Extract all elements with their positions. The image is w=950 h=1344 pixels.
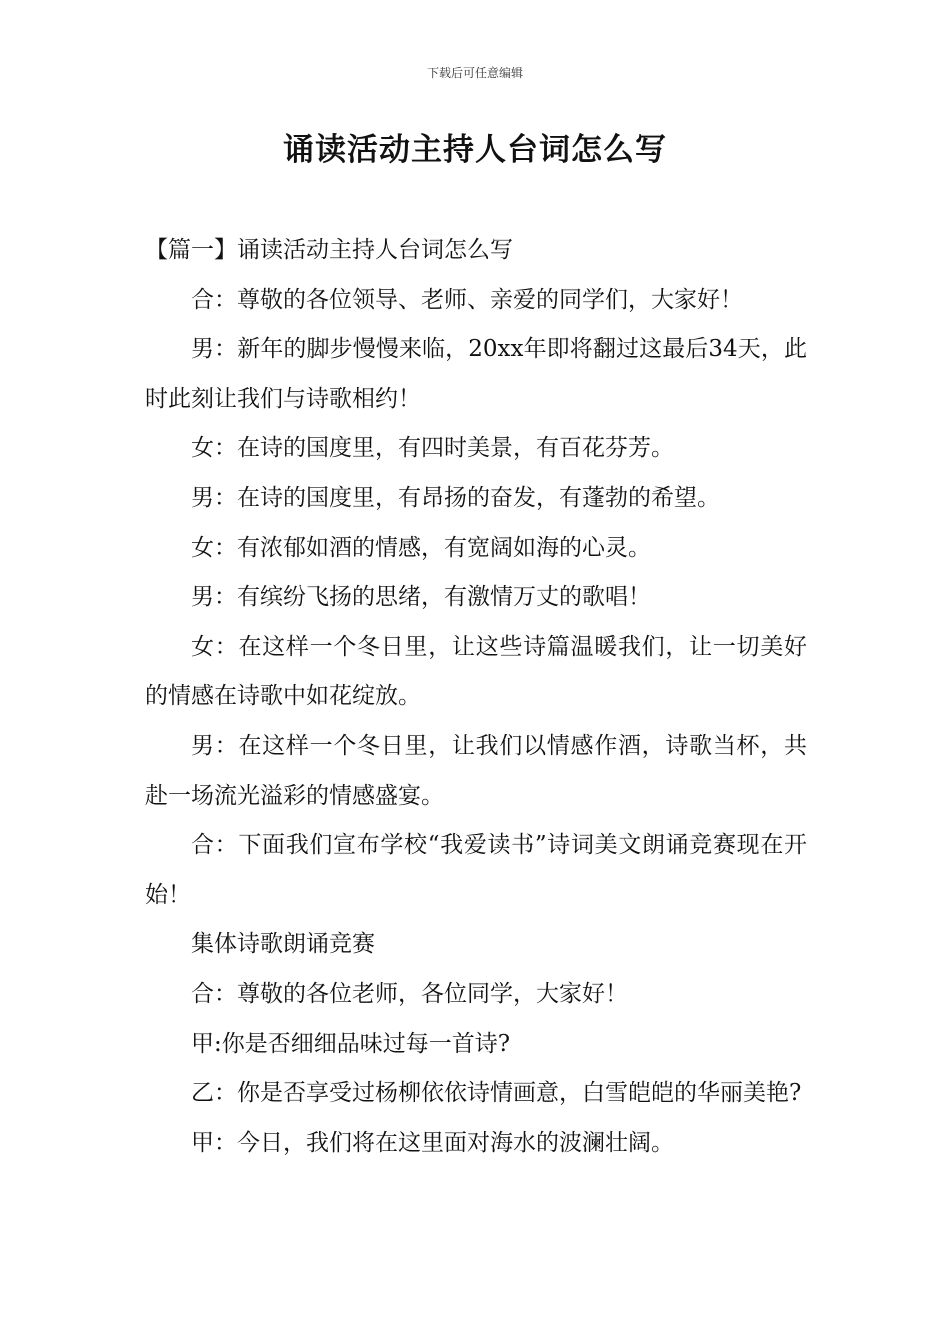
section-heading: 【篇一】诵读活动主持人台词怎么写 <box>145 237 513 263</box>
paragraph: 男：有缤纷飞扬的思绪，有激情万丈的歌唱！ <box>191 584 651 611</box>
paragraph: 女：在这样一个冬日里，让这些诗篇温暖我们，让一切美好的情感在诗歌中如花绽放。 <box>145 633 807 710</box>
paragraph: 甲：今日，我们将在这里面对海水的波澜壮阔。 <box>191 1129 674 1156</box>
paragraph: 合：尊敬的各位领导、老师、亲爱的同学们，大家好！ <box>191 286 743 313</box>
header-note: 下载后可任意编辑 <box>426 66 523 80</box>
subheading: 集体诗歌朗诵竞赛 <box>191 931 375 958</box>
paragraph: 合：尊敬的各位老师，各位同学，大家好！ <box>191 980 628 1007</box>
paragraph: 乙：你是否享受过杨柳依依诗情画意，白雪皑皑的华丽美艳? <box>191 1080 802 1107</box>
document-title: 诵读活动主持人台词怎么写 <box>283 132 667 168</box>
document-body <box>145 226 807 1168</box>
paragraph: 男：在这样一个冬日里，让我们以情感作酒，诗歌当杯，共赴一场流光溢彩的情感盛宴。 <box>145 732 807 809</box>
paragraph: 女：在诗的国度里，有四时美景，有百花芬芳。 <box>191 435 674 462</box>
paragraph: 女：有浓郁如酒的情感，有宽阔如海的心灵。 <box>191 534 651 561</box>
paragraph: 男：在诗的国度里，有昂扬的奋发，有蓬勃的希望。 <box>191 484 720 511</box>
paragraph: 甲:你是否细细品味过每一首诗? <box>191 1030 511 1057</box>
paragraph: 合：下面我们宣布学校“我爱读书”诗词美文朗诵竞赛现在开始！ <box>145 832 807 908</box>
paragraph: 男：新年的脚步慢慢来临，20xx年即将翻过这最后34天，此时此刻让我们与诗歌相约！ <box>145 336 807 412</box>
